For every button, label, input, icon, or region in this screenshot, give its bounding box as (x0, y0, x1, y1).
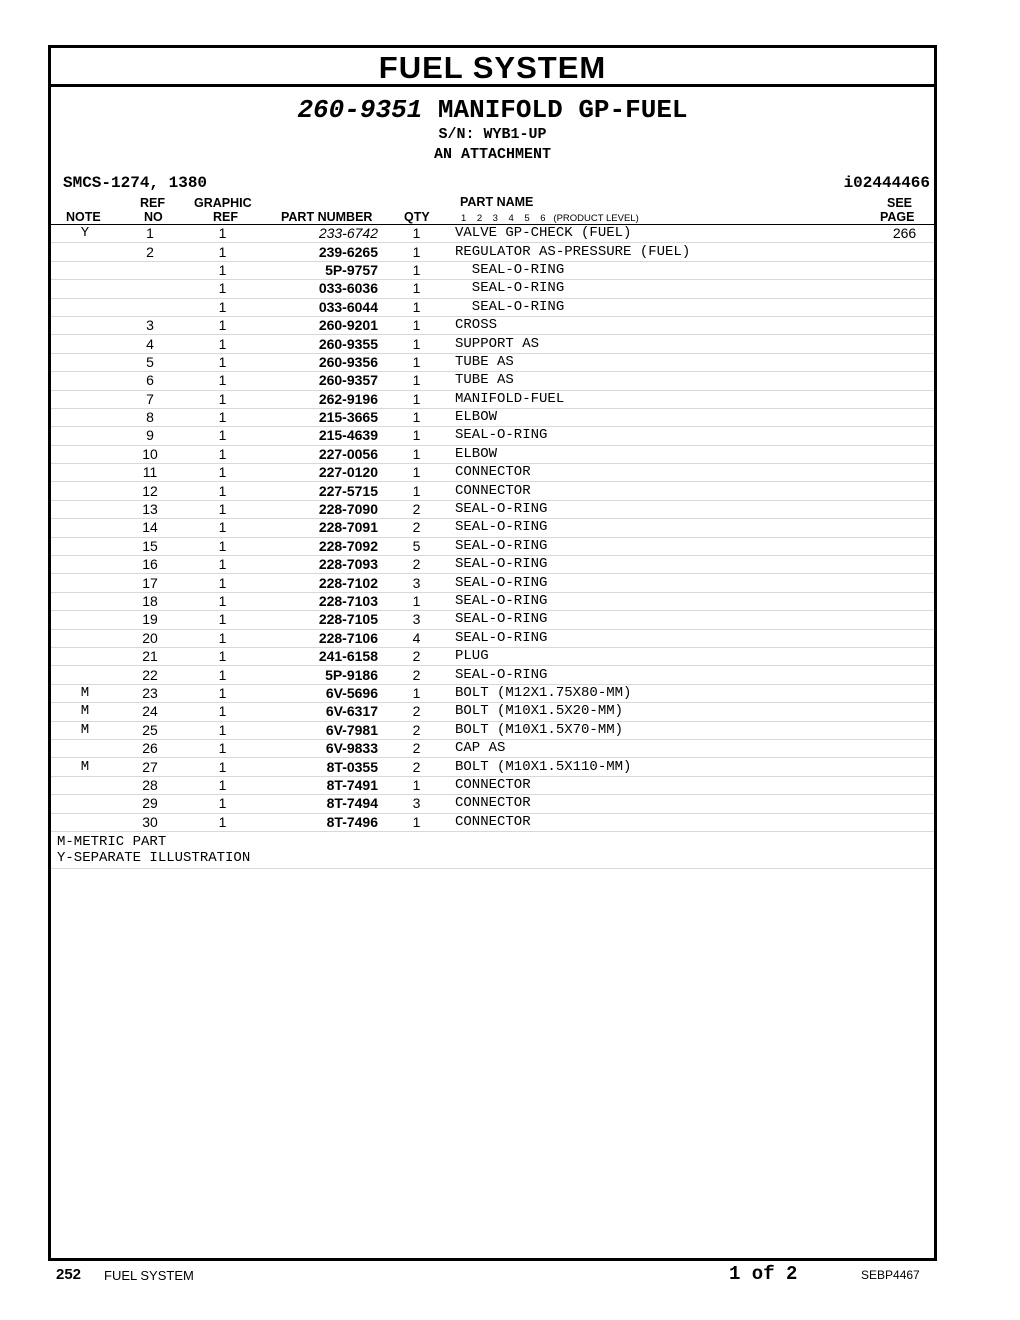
table-row (51, 666, 934, 684)
col-graphic-top: GRAPHIC (194, 196, 252, 210)
row-note (51, 298, 119, 316)
row-part-number: 227-5715 (264, 482, 378, 500)
row-ref-no: 11 (119, 464, 181, 482)
footer-section: FUEL SYSTEM (104, 1268, 194, 1283)
row-graphic-ref: 1 (181, 335, 264, 353)
row-qty: 1 (378, 353, 455, 371)
row-qty: 2 (378, 556, 455, 574)
table-row (51, 427, 934, 445)
row-ref-no: 25 (119, 721, 181, 739)
row-ref-no (119, 298, 181, 316)
row-ref-no: 10 (119, 445, 181, 463)
row-part-name: BOLT (M10X1.5X20-MM) (455, 703, 875, 721)
footer-page-number: 252 (56, 1266, 82, 1283)
row-graphic-ref: 1 (181, 556, 264, 574)
row-note (51, 556, 119, 574)
row-see-page (875, 335, 934, 353)
row-part-number: 227-0120 (264, 464, 378, 482)
row-note: M (51, 758, 119, 776)
row-graphic-ref: 1 (181, 261, 264, 279)
row-ref-no: 18 (119, 592, 181, 610)
row-part-number: 6V-6317 (264, 703, 378, 721)
serial-range: S/N: WYB1-UP (438, 126, 547, 143)
row-qty: 2 (378, 500, 455, 518)
row-part-number: 239-6265 (264, 243, 378, 261)
row-part-name: CONNECTOR (455, 776, 875, 794)
row-see-page (875, 592, 934, 610)
row-qty: 3 (378, 795, 455, 813)
row-part-number: 260-9357 (264, 372, 378, 390)
row-qty: 1 (378, 261, 455, 279)
row-ref-no: 26 (119, 739, 181, 757)
row-see-page (875, 684, 934, 702)
row-ref-no: 14 (119, 519, 181, 537)
row-part-number: 5P-9186 (264, 666, 378, 684)
row-graphic-ref: 1 (181, 298, 264, 316)
row-part-number: 215-4639 (264, 427, 378, 445)
row-part-name: SEAL-O-RING (455, 592, 875, 610)
row-note (51, 445, 119, 463)
row-note (51, 427, 119, 445)
row-part-name: SEAL-O-RING (455, 574, 875, 592)
row-part-name: VALVE GP-CHECK (FUEL) (455, 225, 875, 243)
row-graphic-ref: 1 (181, 666, 264, 684)
row-graphic-ref: 1 (181, 647, 264, 665)
row-graphic-ref: 1 (181, 427, 264, 445)
col-part-name: PART NAME (460, 195, 534, 209)
row-note (51, 519, 119, 537)
row-qty: 5 (378, 537, 455, 555)
row-part-number: 228-7091 (264, 519, 378, 537)
row-qty: 3 (378, 611, 455, 629)
row-part-name: SEAL-O-RING (455, 666, 875, 684)
row-part-name: SEAL-O-RING (455, 611, 875, 629)
row-qty: 1 (378, 372, 455, 390)
row-part-name: SEAL-O-RING (455, 629, 875, 647)
group-number: 260-9351 (297, 95, 423, 125)
row-part-name: CONNECTOR (455, 482, 875, 500)
row-part-name: TUBE AS (455, 372, 875, 390)
row-qty: 4 (378, 629, 455, 647)
row-ref-no: 1 (119, 225, 181, 243)
row-note (51, 280, 119, 298)
row-see-page (875, 574, 934, 592)
row-graphic-ref: 1 (181, 243, 264, 261)
row-part-number: 6V-7981 (264, 721, 378, 739)
row-ref-no: 2 (119, 243, 181, 261)
row-part-number: 227-0056 (264, 445, 378, 463)
attachment-label: AN ATTACHMENT (433, 146, 552, 163)
row-note (51, 795, 119, 813)
row-see-page (875, 556, 934, 574)
row-see-page (875, 739, 934, 757)
row-note (51, 482, 119, 500)
row-ref-no: 9 (119, 427, 181, 445)
table-row (51, 408, 934, 426)
row-see-page (875, 703, 934, 721)
row-ref-no (119, 280, 181, 298)
col-product-levels: 1 2 3 4 5 6 (PRODUCT LEVEL) (461, 213, 639, 224)
row-part-number: 228-7102 (264, 574, 378, 592)
row-see-page: 266 (875, 225, 934, 243)
table-row (51, 464, 934, 482)
row-see-page (875, 427, 934, 445)
row-graphic-ref: 1 (181, 353, 264, 371)
table-row (51, 519, 934, 537)
col-part-number: PART NUMBER (281, 210, 373, 224)
table-row (51, 574, 934, 592)
row-graphic-ref: 1 (181, 592, 264, 610)
group-header (51, 95, 934, 165)
section-title: FUEL SYSTEM (51, 48, 934, 87)
row-ref-no: 5 (119, 353, 181, 371)
row-ref-no: 8 (119, 408, 181, 426)
table-row (51, 298, 934, 316)
row-note (51, 353, 119, 371)
row-qty: 3 (378, 574, 455, 592)
row-part-number: 215-3665 (264, 408, 378, 426)
parts-table (51, 225, 934, 832)
row-graphic-ref: 1 (181, 390, 264, 408)
row-graphic-ref: 1 (181, 813, 264, 831)
row-graphic-ref: 1 (181, 537, 264, 555)
row-part-name: SEAL-O-RING (455, 298, 875, 316)
row-see-page (875, 629, 934, 647)
row-qty: 1 (378, 243, 455, 261)
row-part-name: CROSS (455, 316, 875, 334)
row-note (51, 500, 119, 518)
row-note (51, 537, 119, 555)
row-ref-no: 29 (119, 795, 181, 813)
row-part-number: 8T-7494 (264, 795, 378, 813)
row-part-number: 228-7103 (264, 592, 378, 610)
row-see-page (875, 537, 934, 555)
table-row (51, 721, 934, 739)
row-see-page (875, 795, 934, 813)
row-note (51, 408, 119, 426)
row-note: M (51, 721, 119, 739)
row-see-page (875, 298, 934, 316)
row-part-name: SEAL-O-RING (455, 427, 875, 445)
row-ref-no: 12 (119, 482, 181, 500)
row-part-name: SUPPORT AS (455, 335, 875, 353)
row-qty: 1 (378, 280, 455, 298)
row-ref-no: 20 (119, 629, 181, 647)
row-ref-no: 16 (119, 556, 181, 574)
row-note (51, 666, 119, 684)
row-graphic-ref: 1 (181, 795, 264, 813)
row-graphic-ref: 1 (181, 776, 264, 794)
row-note (51, 464, 119, 482)
row-qty: 2 (378, 721, 455, 739)
row-graphic-ref: 1 (181, 316, 264, 334)
col-ref-bottom: NO (144, 210, 163, 224)
row-qty: 1 (378, 225, 455, 243)
row-ref-no (119, 261, 181, 279)
row-note (51, 813, 119, 831)
row-see-page (875, 316, 934, 334)
row-qty: 2 (378, 703, 455, 721)
footer-page-of: 1 of 2 (729, 1263, 798, 1285)
row-see-page (875, 611, 934, 629)
row-ref-no: 6 (119, 372, 181, 390)
row-see-page (875, 353, 934, 371)
illustration-id: i02444466 (843, 174, 930, 192)
col-note: NOTE (66, 210, 101, 224)
legend-separate-illustration: Y-SEPARATE ILLUSTRATION (57, 849, 251, 866)
row-part-name: BOLT (M12X1.75X80-MM) (455, 684, 875, 702)
table-row (51, 445, 934, 463)
col-ref-top: REF (140, 196, 165, 210)
row-note (51, 629, 119, 647)
row-qty: 2 (378, 666, 455, 684)
row-part-number: 260-9355 (264, 335, 378, 353)
row-part-name: TUBE AS (455, 353, 875, 371)
table-row (51, 758, 934, 776)
row-note: M (51, 684, 119, 702)
row-graphic-ref: 1 (181, 684, 264, 702)
col-see-bottom: PAGE (880, 210, 915, 224)
row-see-page (875, 813, 934, 831)
table-row (51, 703, 934, 721)
row-note (51, 243, 119, 261)
row-part-name: SEAL-O-RING (455, 556, 875, 574)
row-see-page (875, 500, 934, 518)
row-note (51, 592, 119, 610)
row-qty: 1 (378, 813, 455, 831)
table-row (51, 353, 934, 371)
table-row (51, 335, 934, 353)
table-row (51, 500, 934, 518)
col-see-top: SEE (887, 196, 913, 210)
row-qty: 2 (378, 758, 455, 776)
row-graphic-ref: 1 (181, 519, 264, 537)
row-note (51, 776, 119, 794)
row-see-page (875, 261, 934, 279)
row-note (51, 647, 119, 665)
row-ref-no: 4 (119, 335, 181, 353)
row-part-name: BOLT (M10X1.5X110-MM) (455, 758, 875, 776)
row-see-page (875, 721, 934, 739)
row-qty: 1 (378, 776, 455, 794)
row-see-page (875, 390, 934, 408)
table-row (51, 556, 934, 574)
row-part-name: PLUG (455, 647, 875, 665)
row-graphic-ref: 1 (181, 739, 264, 757)
parts-page-frame (48, 45, 937, 1261)
row-graphic-ref: 1 (181, 445, 264, 463)
row-part-name: CAP AS (455, 739, 875, 757)
row-qty: 1 (378, 298, 455, 316)
row-graphic-ref: 1 (181, 721, 264, 739)
row-part-number: 228-7092 (264, 537, 378, 555)
row-graphic-ref: 1 (181, 500, 264, 518)
row-part-number: 8T-0355 (264, 758, 378, 776)
row-see-page (875, 482, 934, 500)
table-row (51, 225, 934, 243)
row-qty: 1 (378, 684, 455, 702)
table-row (51, 316, 934, 334)
row-part-number: 033-6044 (264, 298, 378, 316)
row-note (51, 390, 119, 408)
row-ref-no: 13 (119, 500, 181, 518)
row-see-page (875, 243, 934, 261)
table-row (51, 482, 934, 500)
row-part-name: CONNECTOR (455, 464, 875, 482)
row-see-page (875, 519, 934, 537)
row-part-number: 8T-7496 (264, 813, 378, 831)
parts-table-body (51, 225, 934, 831)
row-qty: 1 (378, 335, 455, 353)
legend-metric: M-METRIC PART (57, 833, 167, 850)
table-row (51, 243, 934, 261)
row-part-number: 260-9201 (264, 316, 378, 334)
row-see-page (875, 758, 934, 776)
row-part-name: CONNECTOR (455, 795, 875, 813)
row-qty: 1 (378, 445, 455, 463)
row-part-number: 033-6036 (264, 280, 378, 298)
group-title (51, 95, 934, 125)
table-row (51, 629, 934, 647)
row-graphic-ref: 1 (181, 372, 264, 390)
row-ref-no: 22 (119, 666, 181, 684)
table-row (51, 795, 934, 813)
row-ref-no: 7 (119, 390, 181, 408)
row-see-page (875, 647, 934, 665)
row-ref-no: 23 (119, 684, 181, 702)
row-graphic-ref: 1 (181, 464, 264, 482)
row-qty: 1 (378, 316, 455, 334)
row-part-number: 241-6158 (264, 647, 378, 665)
row-see-page (875, 776, 934, 794)
table-row (51, 739, 934, 757)
row-note (51, 372, 119, 390)
row-part-number: 8T-7491 (264, 776, 378, 794)
row-qty: 2 (378, 739, 455, 757)
row-part-number: 5P-9757 (264, 261, 378, 279)
row-ref-no: 27 (119, 758, 181, 776)
row-ref-no: 21 (119, 647, 181, 665)
row-ref-no: 30 (119, 813, 181, 831)
table-row (51, 372, 934, 390)
row-part-name: SEAL-O-RING (455, 537, 875, 555)
row-qty: 1 (378, 390, 455, 408)
row-part-name: CONNECTOR (455, 813, 875, 831)
row-ref-no: 3 (119, 316, 181, 334)
column-headers (51, 196, 934, 225)
row-part-name: ELBOW (455, 445, 875, 463)
row-graphic-ref: 1 (181, 629, 264, 647)
smcs-row (51, 172, 934, 196)
legend (51, 832, 934, 869)
row-part-name: SEAL-O-RING (455, 500, 875, 518)
row-part-number: 228-7093 (264, 556, 378, 574)
row-part-number: 6V-9833 (264, 739, 378, 757)
group-name: MANIFOLD GP-FUEL (437, 95, 688, 125)
smcs-code: SMCS-1274, 1380 (63, 174, 208, 192)
row-ref-no: 28 (119, 776, 181, 794)
row-graphic-ref: 1 (181, 611, 264, 629)
col-qty: QTY (404, 210, 430, 224)
row-graphic-ref: 1 (181, 225, 264, 243)
table-row (51, 537, 934, 555)
row-qty: 1 (378, 408, 455, 426)
row-part-number: 228-7090 (264, 500, 378, 518)
table-row (51, 776, 934, 794)
row-ref-no: 24 (119, 703, 181, 721)
row-part-name: SEAL-O-RING (455, 280, 875, 298)
row-note (51, 261, 119, 279)
row-see-page (875, 372, 934, 390)
row-note: Y (51, 225, 119, 243)
row-ref-no: 19 (119, 611, 181, 629)
row-graphic-ref: 1 (181, 482, 264, 500)
table-row (51, 280, 934, 298)
row-graphic-ref: 1 (181, 280, 264, 298)
row-see-page (875, 445, 934, 463)
row-qty: 1 (378, 464, 455, 482)
table-row (51, 684, 934, 702)
row-part-number: 228-7106 (264, 629, 378, 647)
row-ref-no: 15 (119, 537, 181, 555)
row-see-page (875, 408, 934, 426)
row-note (51, 316, 119, 334)
table-row (51, 592, 934, 610)
page-footer (0, 1263, 1020, 1290)
row-part-name: REGULATOR AS-PRESSURE (FUEL) (455, 243, 875, 261)
row-part-name: MANIFOLD-FUEL (455, 390, 875, 408)
table-row (51, 813, 934, 831)
row-part-name: ELBOW (455, 408, 875, 426)
row-qty: 2 (378, 647, 455, 665)
row-part-number: 6V-5696 (264, 684, 378, 702)
footer-doc-id: SEBP4467 (861, 1268, 920, 1282)
row-part-name: SEAL-O-RING (455, 519, 875, 537)
row-note (51, 739, 119, 757)
row-see-page (875, 666, 934, 684)
row-see-page (875, 464, 934, 482)
row-graphic-ref: 1 (181, 758, 264, 776)
table-row (51, 647, 934, 665)
table-row (51, 261, 934, 279)
row-note (51, 335, 119, 353)
row-qty: 1 (378, 482, 455, 500)
row-note: M (51, 703, 119, 721)
row-qty: 1 (378, 427, 455, 445)
row-ref-no: 17 (119, 574, 181, 592)
row-part-number: 262-9196 (264, 390, 378, 408)
row-graphic-ref: 1 (181, 574, 264, 592)
row-part-name: SEAL-O-RING (455, 261, 875, 279)
row-part-number: 233-6742 (264, 225, 378, 243)
table-row (51, 611, 934, 629)
row-qty: 2 (378, 519, 455, 537)
row-note (51, 611, 119, 629)
row-part-number: 260-9356 (264, 353, 378, 371)
row-graphic-ref: 1 (181, 408, 264, 426)
table-row (51, 390, 934, 408)
col-graphic-bottom: REF (213, 210, 238, 224)
row-see-page (875, 280, 934, 298)
row-graphic-ref: 1 (181, 703, 264, 721)
row-part-number: 228-7105 (264, 611, 378, 629)
row-part-name: BOLT (M10X1.5X70-MM) (455, 721, 875, 739)
row-note (51, 574, 119, 592)
row-qty: 1 (378, 592, 455, 610)
